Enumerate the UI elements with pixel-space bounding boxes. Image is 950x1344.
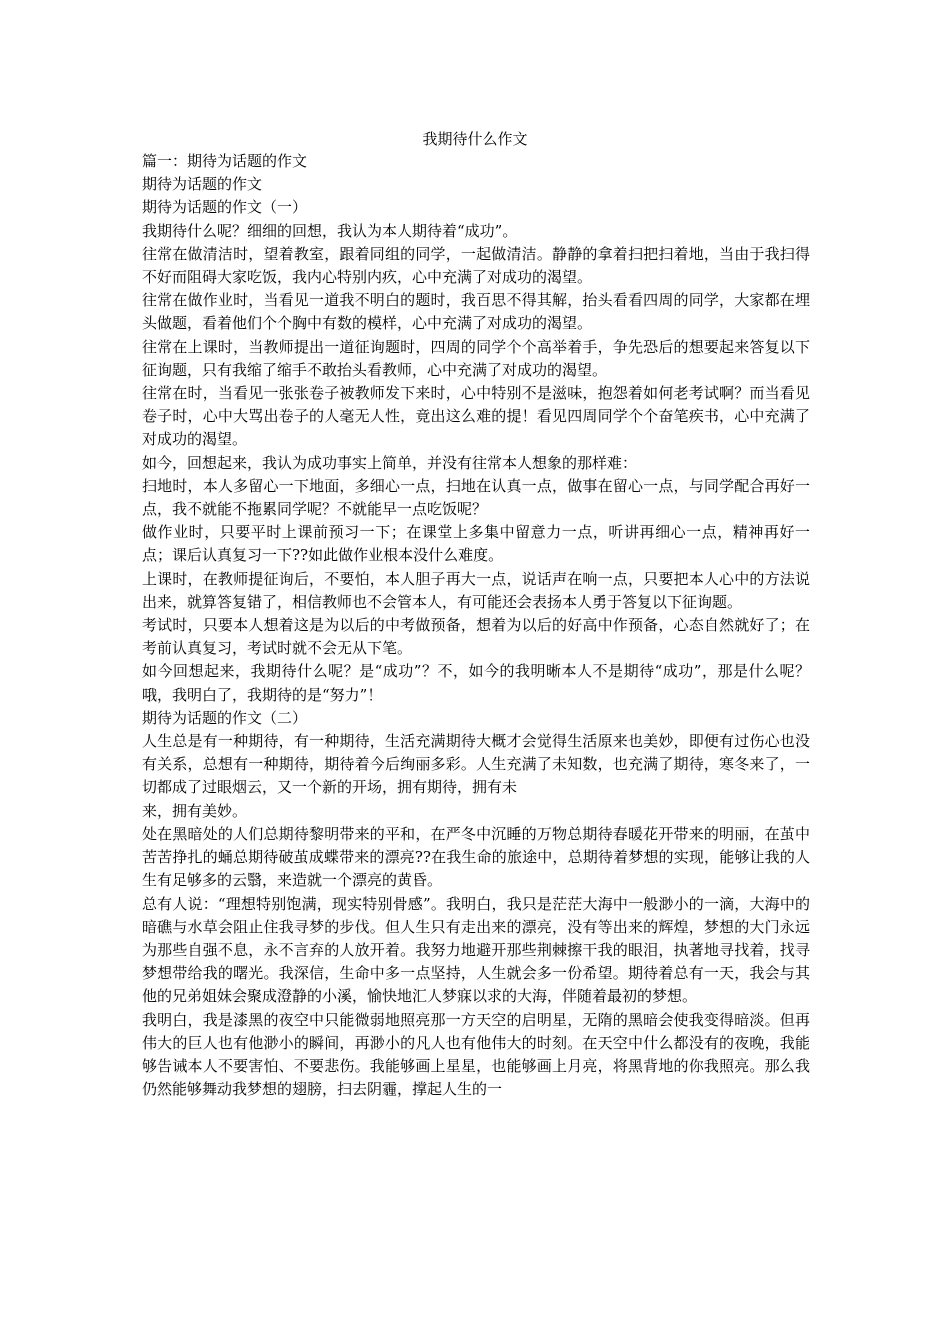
paragraph: 来，拥有美妙。 [142,801,248,820]
paragraph: 往常在做清洁时，望着教室，跟着同组的同学，一起做清洁。静静的拿着扫把扫着地，当由于我扫得不好而阻碍大家吃饭，我内心特别内疚，心中充满了对成功的渴望。 [142,244,810,287]
document-body [142,150,810,1101]
paragraph: 扫地时，本人多留心一下地面，多细心一点，扫地在认真一点，做事在留心一点，与同学配合再好一点，我不就能不拖累同学呢？不就能早一点吃饭呢？ [142,476,810,519]
paragraph: 期待为话题的作文 [142,175,263,194]
paragraph: 做作业时，只要平时上课前预习一下；在课堂上多集中留意力一点，听讲再细心一点，精神再好一点；课后认真复习一下??如此做作业根本没什么难度。 [142,523,810,565]
paragraph: 人生总是有一种期待，有一种期待，生活充满期待大概才会觉得生活原来也美妙，即便有过伤心也没有关系，总想有一种期待，期待着今后绚丽多彩。人生充满了未知数，也充满了期待，寒冬来了，一切都成了过眼烟云，又一个新的开场，拥有期待，拥有未 [142,732,810,797]
paragraph: 我期待什么呢？细细的回想，我认为本人期待着“成功”。 [142,221,518,240]
paragraph: 期待为话题的作文（一） [142,198,308,217]
paragraph: 往常在时，当看见一张张卷子被教师发下来时，心中特别不是滋味，抱怨着如何老考试啊？而当看见卷子时，心中大骂出卷子的人毫无人性，竟出这么难的提！看见四周同学个个奋笔疾书，心中充满了对成功的渴望。 [142,384,810,449]
paragraph: 我明白，我是漆黑的夜空中只能微弱地照亮那一方天空的启明星，无隋的黑暗会使我变得暗淡。但再伟大的巨人也有他渺小的瞬间，再渺小的凡人也有他伟大的时刻。在天空中什么都没有的夜晚，我能够告诫本人不要害怕、不要悲伤。我能够画上星星，也能够画上月亮，将黑背地的你我照亮。那么我仍然能够舞动我梦想的翅膀，扫去阴霾，撑起人生的一 [142,1010,810,1099]
document-title: 我期待什么作文 [422,130,528,148]
paragraph: 总有人说：“理想特别饱满，现实特别骨感”。我明白，我只是茫茫大海中一般渺小的一滴，大海中的暗礁与水草会阻止住我寻梦的步伐。但人生只有走出来的漂亮，没有等出来的辉煌，梦想的大门永远为那些自强不息，永不言弃的人放开着。我努力地避开那些荆棘擦干我的眼泪，执著地寻找着，找寻梦想带给我的曙光。我深信，生命中多一点坚持，人生就会多一份希望。期待着总有一天，我会与其他的兄弟姐妹会聚成澄静的小溪，愉快地汇人梦寐以求的大海，伴随着最初的梦想。 [142,894,810,1006]
paragraph: 篇一：期待为话题的作文 [142,152,308,170]
paragraph: 往常在做作业时，当看见一道我不明白的题时，我百思不得其解，抬头看看四周的同学，大家都在埋头做题，看着他们个个胸中有数的模样，心中充满了对成功的渴望。 [142,291,810,333]
paragraph: 期待为话题的作文（二） [142,708,308,727]
paragraph: 往常在上课时，当教师提出一道征询题时，四周的同学个个高举着手，争先恐后的想要起来答复以下征询题，只有我缩了缩手不敢抬头看教师，心中充满了对成功的渴望。 [142,337,810,379]
paragraph: 考试时，只要本人想着这是为以后的中考做预备，想着为以后的好高中作预备，心态自然就好了；在考前认真复习，考试时就不会无从下笔。 [142,616,810,658]
paragraph: 如今，回想起来，我认为成功事实上简单，并没有往常本人想象的那样难： [142,453,638,472]
paragraph: 上课时，在教师提征询后，不要怕，本人胆子再大一点，说话声在响一点，只要把本人心中的方法说出来，就算答复错了，相信教师也不会管本人，有可能还会表扬本人勇于答复以下征询题。 [142,569,810,611]
paragraph: 处在黑暗处的人们总期待黎明带来的平和，在严冬中沉睡的万物总期待春暖花开带来的明丽，在茧中苦苦挣扎的蛹总期待破茧成蝶带来的漂亮??在我生命的旅途中，总期待着梦想的实现，能够让我的人生有足够多的云翳，来造就一个漂亮的黄昏。 [142,824,810,890]
paragraph: 如今回想起来，我期待什么呢？是“成功”？不，如今的我明晰本人不是期待“成功”，那是什么呢？哦，我明白了，我期待的是“努力”！ [142,662,810,704]
